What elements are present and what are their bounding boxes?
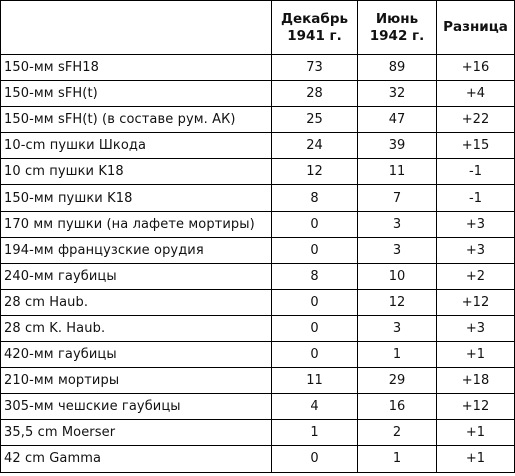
cell-june-1942: 3 [358,211,437,237]
cell-difference: -1 [437,185,515,211]
cell-december-1941: 0 [272,342,358,368]
header-june-line2: 1942 г. [369,27,425,44]
cell-weapon-name: 170 мм пушки (на лафете мортиры) [1,211,272,237]
cell-weapon-name: 35,5 cm Moerser [1,420,272,446]
cell-difference: +22 [437,107,515,133]
table-header [1,1,515,55]
table-row [1,107,515,133]
cell-june-1942: 29 [358,368,437,394]
cell-difference: -1 [437,159,515,185]
cell-december-1941: 0 [272,211,358,237]
cell-december-1941: 8 [272,263,358,289]
table-row [1,315,515,341]
table-row [1,342,515,368]
cell-june-1942: 10 [358,263,437,289]
table-row [1,159,515,185]
cell-weapon-name: 28 cm K. Haub. [1,315,272,341]
cell-weapon-name: 150-мм sFH(t) [1,81,272,107]
cell-difference: +12 [437,394,515,420]
table-row [1,420,515,446]
cell-december-1941: 24 [272,133,358,159]
cell-december-1941: 28 [272,81,358,107]
cell-december-1941: 12 [272,159,358,185]
cell-difference: +12 [437,289,515,315]
cell-weapon-name: 210-мм мортиры [1,368,272,394]
cell-weapon-name: 150-мм пушки K18 [1,185,272,211]
cell-june-1942: 47 [358,107,437,133]
cell-june-1942: 11 [358,159,437,185]
table-row [1,237,515,263]
cell-weapon-name: 42 cm Gamma [1,446,272,472]
header-june-line1: Июнь [375,10,419,27]
header-december-line2: 1941 г. [287,27,342,44]
cell-december-1941: 0 [272,315,358,341]
header-june-1942 [358,1,437,55]
cell-weapon-name: 28 cm Haub. [1,289,272,315]
table-row [1,394,515,420]
header-row [1,1,515,55]
cell-difference: +3 [437,315,515,341]
cell-weapon-name: 10-cm пушки Шкода [1,133,272,159]
cell-difference: +18 [437,368,515,394]
table-row [1,289,515,315]
cell-june-1942: 3 [358,237,437,263]
cell-december-1941: 0 [272,237,358,263]
table-body [1,55,515,473]
table-row [1,81,515,107]
cell-june-1942: 32 [358,81,437,107]
cell-weapon-name: 305-мм чешские гаубицы [1,394,272,420]
cell-weapon-name: 420-мм гаубицы [1,342,272,368]
cell-june-1942: 1 [358,342,437,368]
cell-weapon-name: 194-мм французские орудия [1,237,272,263]
cell-december-1941: 25 [272,107,358,133]
cell-difference: +16 [437,55,515,81]
cell-december-1941: 1 [272,420,358,446]
cell-december-1941: 8 [272,185,358,211]
cell-difference: +2 [437,263,515,289]
cell-difference: +3 [437,211,515,237]
cell-weapon-name: 150-мм sFH18 [1,55,272,81]
cell-difference: +3 [437,237,515,263]
cell-june-1942: 7 [358,185,437,211]
header-december-1941 [272,1,358,55]
cell-june-1942: 2 [358,420,437,446]
table-row [1,133,515,159]
cell-december-1941: 4 [272,394,358,420]
header-name [1,1,272,55]
cell-june-1942: 16 [358,394,437,420]
cell-difference: +15 [437,133,515,159]
table-row [1,368,515,394]
table-row [1,263,515,289]
cell-june-1942: 89 [358,55,437,81]
cell-weapon-name: 150-мм sFH(t) (в составе рум. АК) [1,107,272,133]
cell-difference: +1 [437,420,515,446]
cell-december-1941: 73 [272,55,358,81]
cell-december-1941: 11 [272,368,358,394]
cell-june-1942: 12 [358,289,437,315]
cell-difference: +1 [437,446,515,472]
table-row [1,185,515,211]
cell-june-1942: 3 [358,315,437,341]
cell-weapon-name: 10 cm пушки K18 [1,159,272,185]
cell-difference: +1 [437,342,515,368]
cell-weapon-name: 240-мм гаубицы [1,263,272,289]
header-december-line1: Декабрь [280,10,349,27]
cell-june-1942: 39 [358,133,437,159]
cell-june-1942: 1 [358,446,437,472]
cell-december-1941: 0 [272,289,358,315]
cell-december-1941: 0 [272,446,358,472]
table-row [1,446,515,472]
cell-difference: +4 [437,81,515,107]
table-row [1,55,515,81]
header-difference: Разница [437,1,515,55]
table-row [1,211,515,237]
